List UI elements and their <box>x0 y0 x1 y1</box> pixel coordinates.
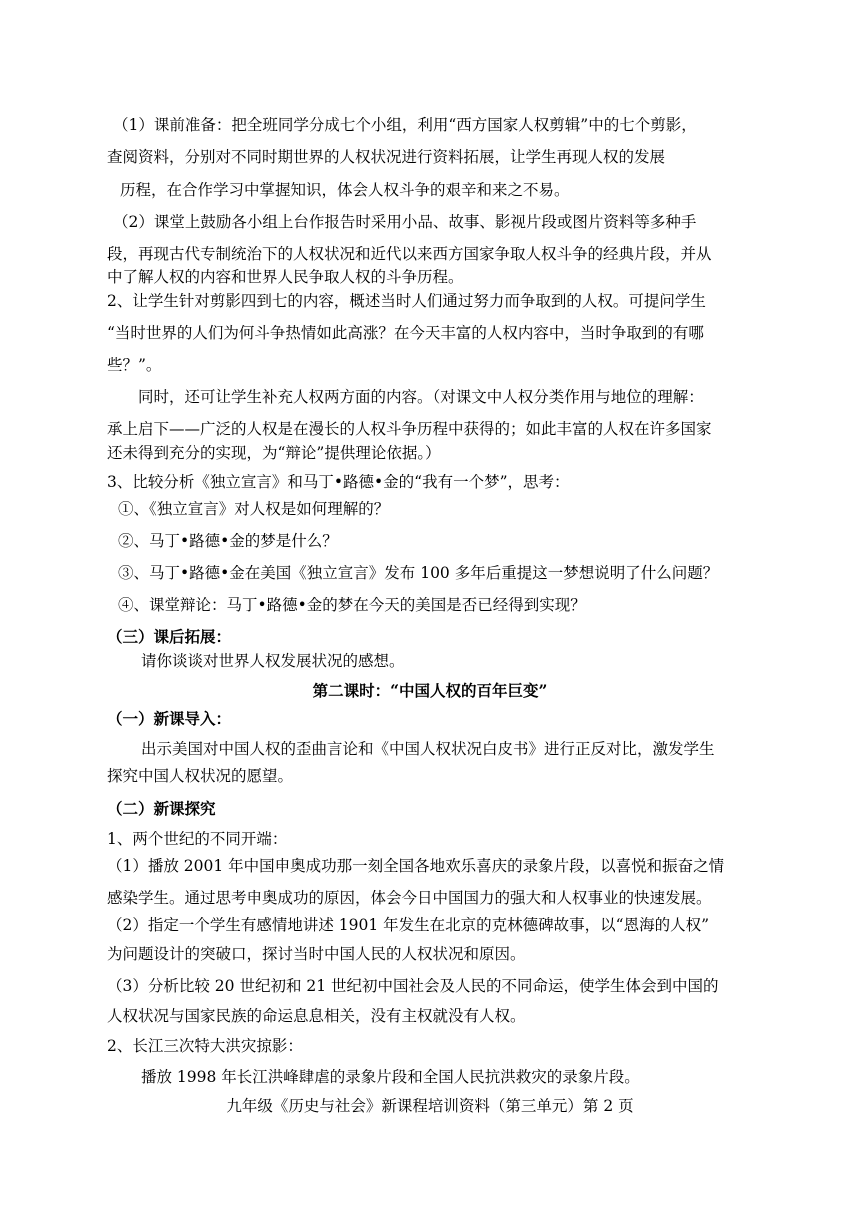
paragraph-line: 2、让学生针对剪影四到七的内容，概述当时人们通过努力而争取到的人权。可提问学生 <box>107 292 706 310</box>
paragraph-line: 播放 1998 年长江洪峰肆虐的录象片段和全国人民抗洪救灾的录象片段。 <box>141 1068 640 1086</box>
paragraph-line: （2）课堂上鼓励各小组上台作报告时采用小品、故事、影视片段或图片资料等多种手 <box>113 213 697 231</box>
paragraph-line: ①、《独立宣言》对人权是如何理解的？ <box>118 500 390 518</box>
paragraph-line: “当时世界的人们为何斗争热情如此高涨？在今天丰富的人权内容中，当时争取到的有哪 <box>107 324 704 342</box>
paragraph-line: 些？”。 <box>107 356 162 374</box>
paragraph-line: 为问题设计的突破口，探讨当时中国人民的人权状况和原因。 <box>107 945 526 963</box>
paragraph-line: （1）播放 2001 年中国申奥成功那一刻全国各地欢乐喜庆的录象片段，以喜悦和振奋之情 <box>107 857 725 875</box>
paragraph-line: 出示美国对中国人权的歪曲言论和《中国人权状况白皮书》进行正反对比，激发学生 <box>141 740 715 758</box>
page-footer: 九年级《历史与社会》新课程培训资料（第三单元）第 2 页 <box>226 1097 634 1115</box>
paragraph-line: （3）分析比较 20 世纪初和 21 世纪初中国社会及人民的不同命运，使学生体会到中国的 <box>107 977 719 995</box>
paragraph-line: 还未得到充分的实现，为“辩论”提供理论依据。） <box>107 444 441 462</box>
paragraph-line: 3、比较分析《独立宣言》和马丁•路德•金的“我有一个梦”，思考： <box>107 473 570 491</box>
paragraph-line: 感染学生。通过思考申奥成功的原因，体会今日中国国力的强大和人权事业的快速发展。 <box>107 889 712 907</box>
paragraph-line: 查阅资料，分别对不同时期世界的人权状况进行资料拓展，让学生再现人权的发展 <box>107 148 666 166</box>
paragraph-line: ③、马丁•路德•金在美国《独立宣言》发布 100 多年后重提这一梦想说明了什么问题？ <box>118 564 719 582</box>
paragraph-line: 承上启下——广泛的人权是在漫长的人权斗争历程中获得的；如此丰富的人权在许多国家 <box>107 420 712 438</box>
paragraph-line: 段，再现古代专制统治下的人权状况和近代以来西方国家争取人权斗争的经典片段，并从 <box>107 245 712 263</box>
section-heading: （二）新课探究 <box>107 799 216 818</box>
lesson-title: 第二课时：“中国人权的百年巨变” <box>312 681 548 700</box>
paragraph-line: （1）课前准备：把全班同学分成七个小组，利用“西方国家人权剪辑”中的七个剪影， <box>113 116 697 134</box>
paragraph-line: 请你谈谈对世界人权发展状况的感想。 <box>141 652 405 670</box>
paragraph-line: 1、两个世纪的不同开端： <box>107 830 288 848</box>
paragraph-line: ④、课堂辩论：马丁•路德•金的梦在今天的美国是否已经得到实现？ <box>118 596 586 614</box>
paragraph-line: 历程，在合作学习中掌握知识，体会人权斗争的艰辛和来之不易。 <box>120 181 570 199</box>
paragraph-line: 同时，还可让学生补充人权两方面的内容。（对课文中人权分类作用与地位的理解： <box>138 388 704 406</box>
section-heading: （一）新课导入： <box>107 709 232 728</box>
paragraph-line: 中了解人权的内容和世界人民争取人权的斗争历程。 <box>107 268 464 286</box>
paragraph-line: 探究中国人权状况的愿望。 <box>107 767 294 785</box>
paragraph-line: 2、长江三次特大洪灾掠影： <box>107 1037 303 1055</box>
paragraph-line: 人权状况与国家民族的命运息息相关，没有主权就没有人权。 <box>107 1007 526 1025</box>
section-heading: （三）课后拓展： <box>107 627 232 646</box>
paragraph-line: （2）指定一个学生有感情地讲述 1901 年发生在北京的克林德碑故事，以“恩海的人权” <box>107 916 710 934</box>
paragraph-line: ②、马丁•路德•金的梦是什么？ <box>118 532 338 550</box>
